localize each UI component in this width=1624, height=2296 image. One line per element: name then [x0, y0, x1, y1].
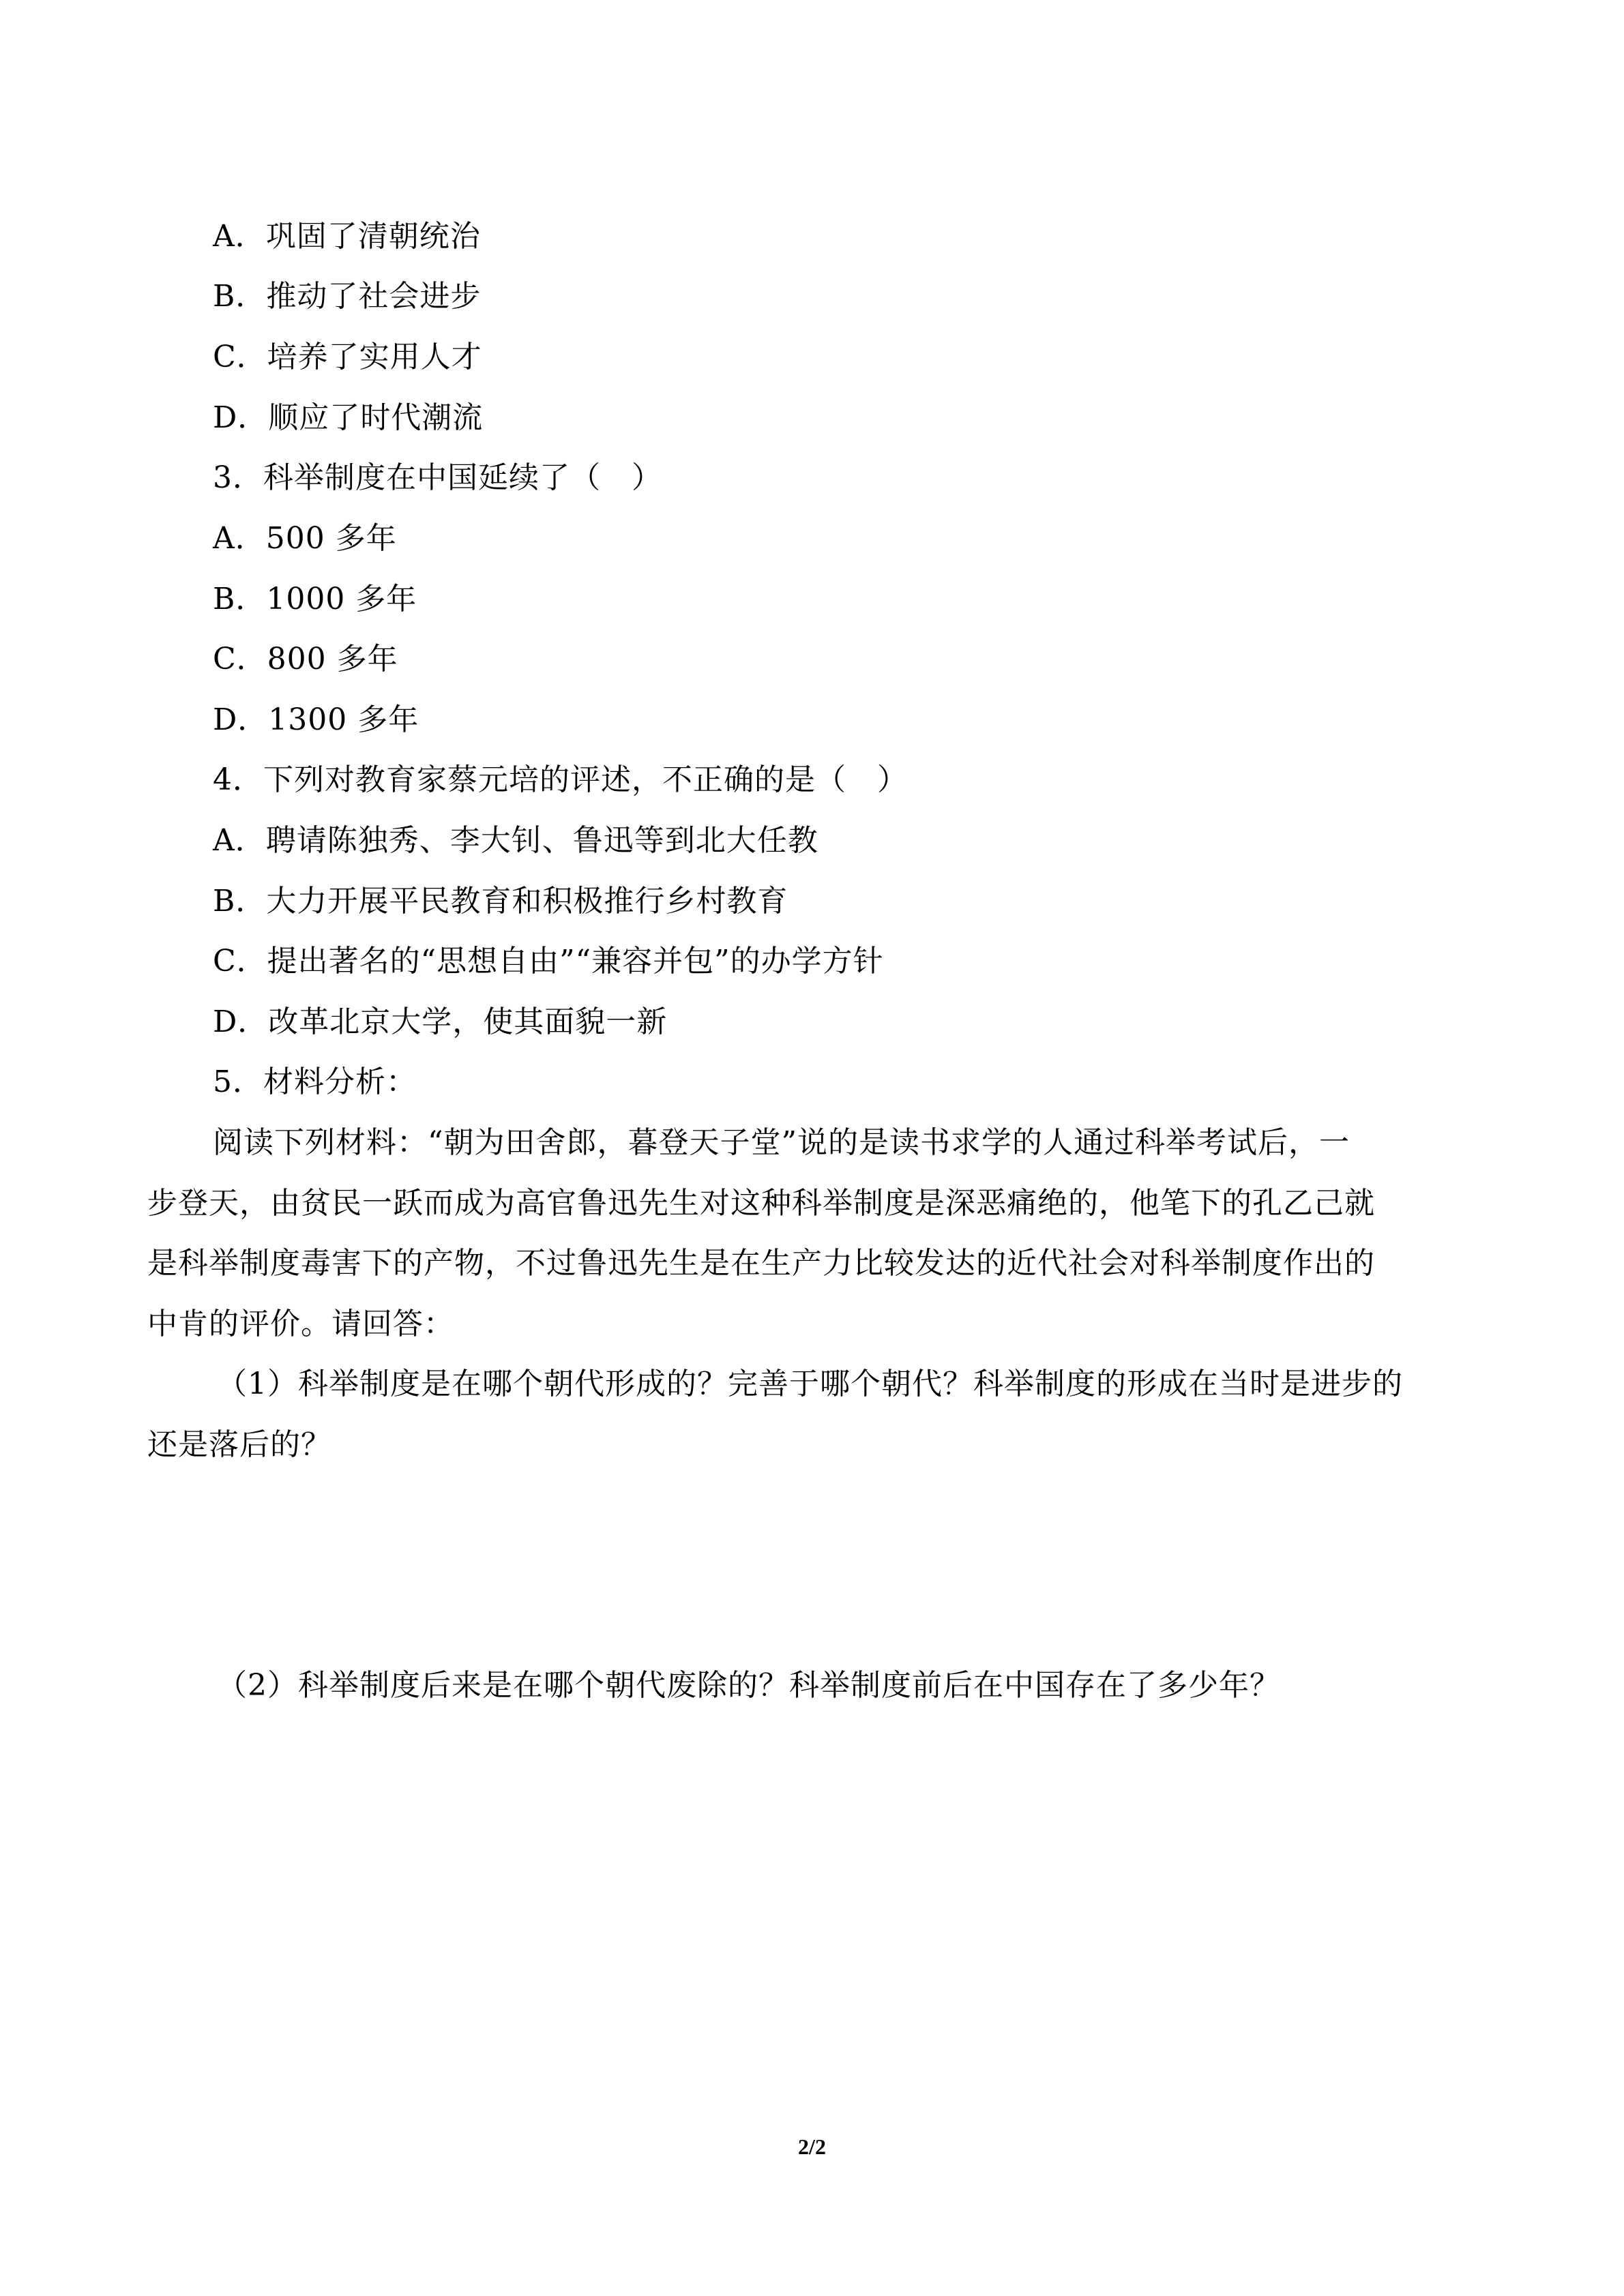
q3-stem: 3．科举制度在中国延续了（ ） [213, 460, 662, 495]
q5-material-line-1: 阅读下列材料：“朝为田舍郎，暮登天子堂”说的是读书求学的人通过科举考试后，一 [213, 1125, 1350, 1160]
q3-option-a: A．500 多年 [213, 521, 397, 556]
q2-option-a: A．巩固了清朝统治 [213, 219, 481, 254]
q4-option-d: D．改革北京大学，使其面貌一新 [213, 1004, 668, 1039]
q5-material-line-4: 中肯的评价。请回答： [147, 1307, 454, 1341]
q3-option-d: D．1300 多年 [213, 702, 419, 737]
q2-option-b: B．推动了社会进步 [213, 279, 482, 314]
q4-stem: 4．下列对教育家蔡元培的评述，不正确的是（ ） [213, 762, 908, 797]
page-number: 2/2 [798, 2134, 826, 2159]
q5-sub1-line-2: 还是落后的？ [147, 1427, 331, 1462]
q5-stem: 5．材料分析： [213, 1064, 417, 1099]
q2-option-c: C．培养了实用人才 [213, 340, 482, 374]
q5-sub1-line-1: （1）科举制度是在哪个朝代形成的？完善于哪个朝代？科举制度的形成在当时是进步的 [217, 1367, 1403, 1401]
q4-option-b: B．大力开展平民教育和积极推行乡村教育 [213, 884, 788, 919]
q3-option-c: C．800 多年 [213, 642, 398, 676]
q4-option-a: A．聘请陈独秀、李大钊、鲁迅等到北大任教 [213, 823, 818, 858]
q5-material-line-3: 是科举制度毒害下的产物，不过鲁迅先生是在生产力比较发达的近代社会对科举制度作出的 [147, 1246, 1375, 1281]
q3-option-b: B．1000 多年 [213, 582, 417, 616]
q5-material-line-2: 步登天，由贫民一跃而成为高官鲁迅先生对这种科举制度是深恶痛绝的，他笔下的孔乙己就 [147, 1186, 1375, 1221]
q5-sub2: （2）科举制度后来是在哪个朝代废除的？科举制度前后在中国存在了多少年？ [217, 1668, 1280, 1703]
q2-option-d: D．顺应了时代潮流 [213, 400, 484, 435]
q4-option-c: C．提出著名的“思想自由”“兼容并包”的办学方针 [213, 944, 884, 979]
